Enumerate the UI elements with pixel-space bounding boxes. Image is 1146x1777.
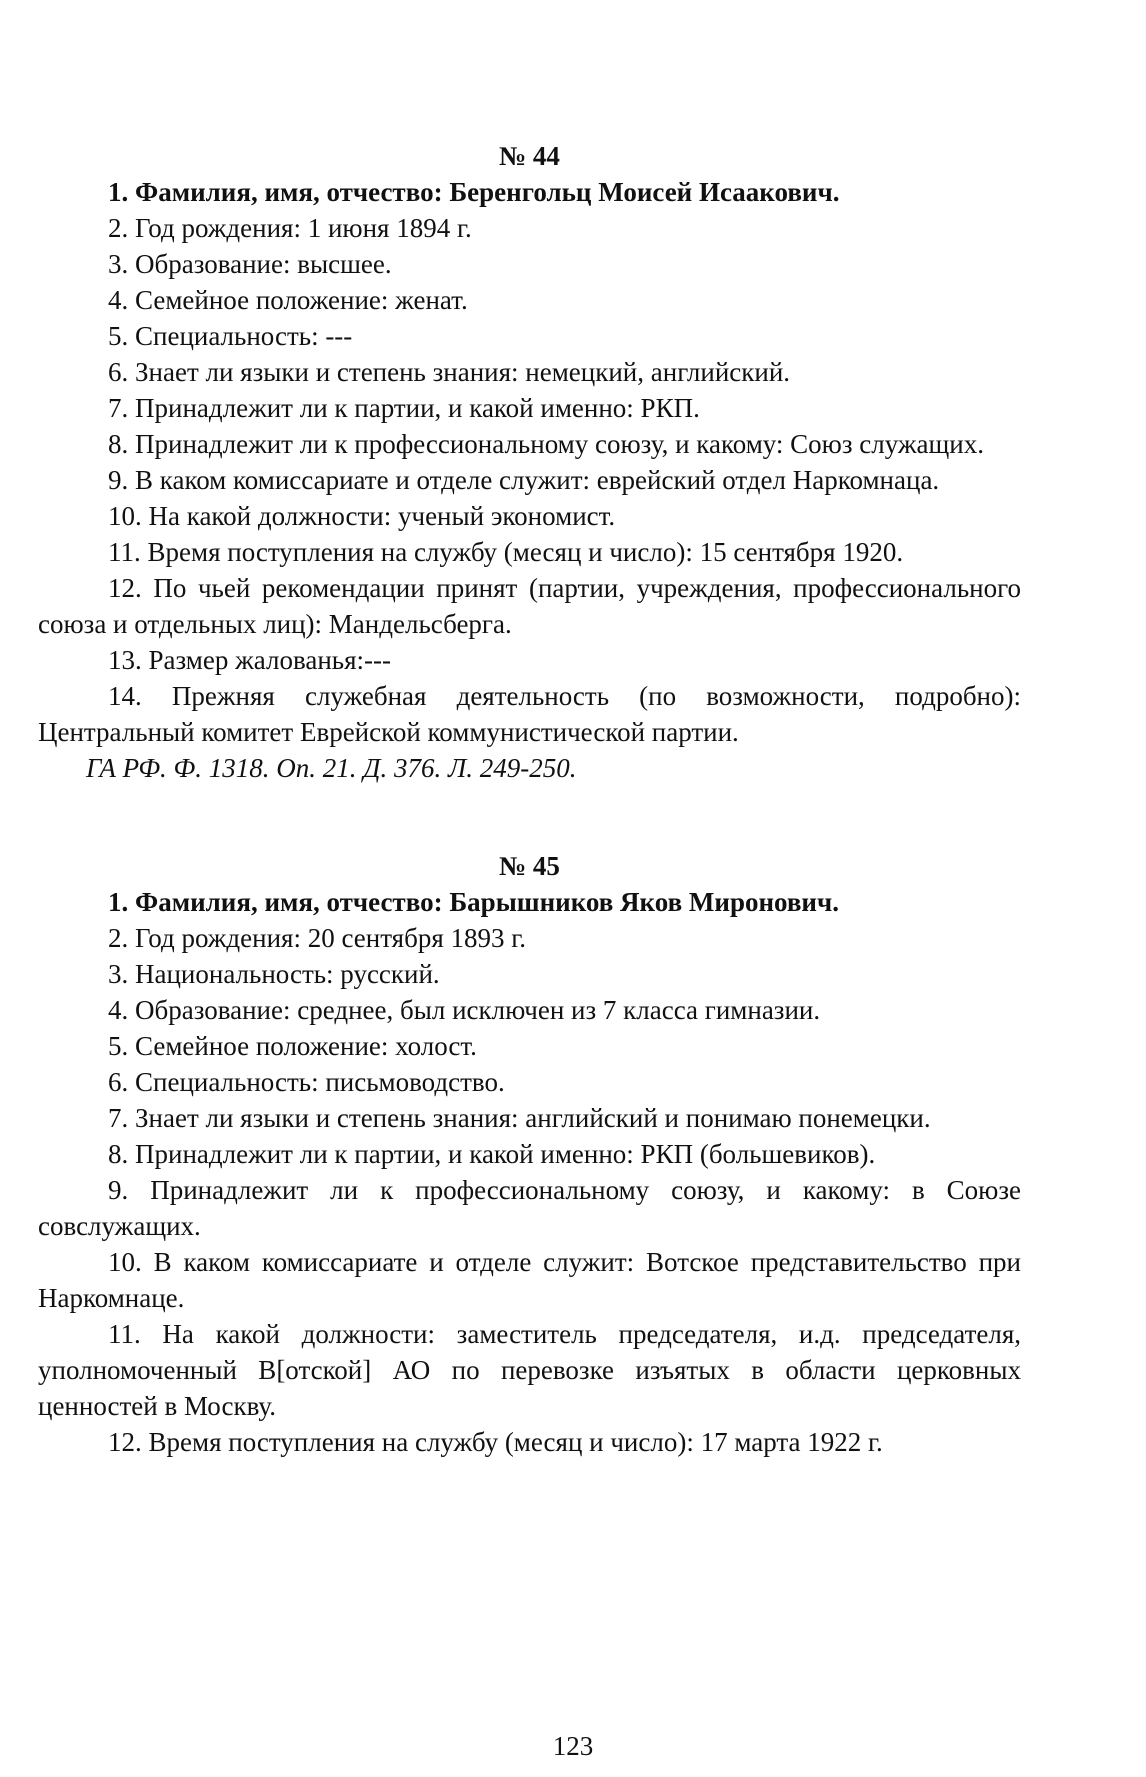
doc-44-line-13: 13. Размер жалованья:--- — [108, 645, 391, 675]
doc-45-line-4: 4. Образование: среднее, был исключен из 7 класса гимназии. — [108, 995, 821, 1025]
doc-44-name-line: 1. Фамилия, имя, отчество: Беренгольц Моисей Исаакович. — [108, 177, 840, 207]
doc-44-line-9: 9. В каком комиссариате и отделе служит: еврейский отдел Наркомнаца. — [108, 465, 940, 495]
doc-44-line-11: 11. Время поступления на службу (месяц и число): 15 сентября 1920. — [108, 537, 904, 567]
doc-44-archive-source: ГА РФ. Ф. 1318. Оп. 21. Д. 376. Л. 249-250. — [86, 753, 577, 783]
doc-45-line-12: 12. Время поступления на службу (месяц и число): 17 марта 1922 г. — [108, 1427, 883, 1457]
doc-44-line-2: 2. Год рождения: 1 июня 1894 г. — [108, 213, 472, 243]
doc-44-line-7: 7. Принадлежит ли к партии, и какой именно: РКП. — [108, 393, 700, 423]
doc-44-line-10: 10. На какой должности: ученый экономист. — [108, 501, 616, 531]
doc-45-line-6: 6. Специальность: письмоводство. — [108, 1067, 505, 1097]
page-number: 123 — [552, 1731, 594, 1761]
doc-44-line-12: 12. По чьей рекомендации принят (партии, учреждения, профессионального союза и отдельных лиц): Мандельсберга. — [38, 573, 1021, 639]
doc-45-line-11: 11. На какой должности: заместитель председателя, и.д. председателя, уполномоченный В[отской] АО по перевозке изъятых в области церковных ценностей в Москву. — [38, 1319, 1021, 1421]
doc-45-name-line: 1. Фамилия, имя, отчество: Барышников Яков Миронович. — [108, 887, 839, 917]
doc-44-line-3: 3. Образование: высшее. — [108, 249, 392, 279]
doc-44-line-5: 5. Специальность: --- — [108, 321, 353, 351]
doc-45-line-2: 2. Год рождения: 20 сентября 1893 г. — [108, 923, 527, 953]
doc-44-number: № 44 — [499, 141, 560, 171]
doc-45-line-5: 5. Семейное положение: холост. — [108, 1031, 477, 1061]
doc-45-line-9: 9. Принадлежит ли к профессиональному союзу, и какому: в Союзе совслужащих. — [38, 1175, 1021, 1241]
doc-45-line-8: 8. Принадлежит ли к партии, и какой именно: РКП (большевиков). — [108, 1139, 876, 1169]
doc-45-line-3: 3. Национальность: русский. — [108, 959, 440, 989]
doc-45-line-10: 10. В каком комиссариате и отделе служит: Вотское представительство при Наркомнаце. — [38, 1247, 1021, 1313]
doc-44-line-4: 4. Семейное положение: женат. — [108, 285, 468, 315]
doc-44-line-8: 8. Принадлежит ли к профессиональному союзу, и какому: Союз служащих. — [108, 429, 984, 459]
doc-45-line-7: 7. Знает ли языки и степень знания: английский и понимаю понемецки. — [108, 1103, 931, 1133]
doc-44-line-6: 6. Знает ли языки и степень знания: немецкий, английский. — [108, 357, 791, 387]
doc-45-number: № 45 — [499, 851, 560, 881]
doc-44-line-14: 14. Прежняя служебная деятельность (по возможности, подробно): Центральный комитет Еврейской коммунистической партии. — [38, 681, 1021, 747]
